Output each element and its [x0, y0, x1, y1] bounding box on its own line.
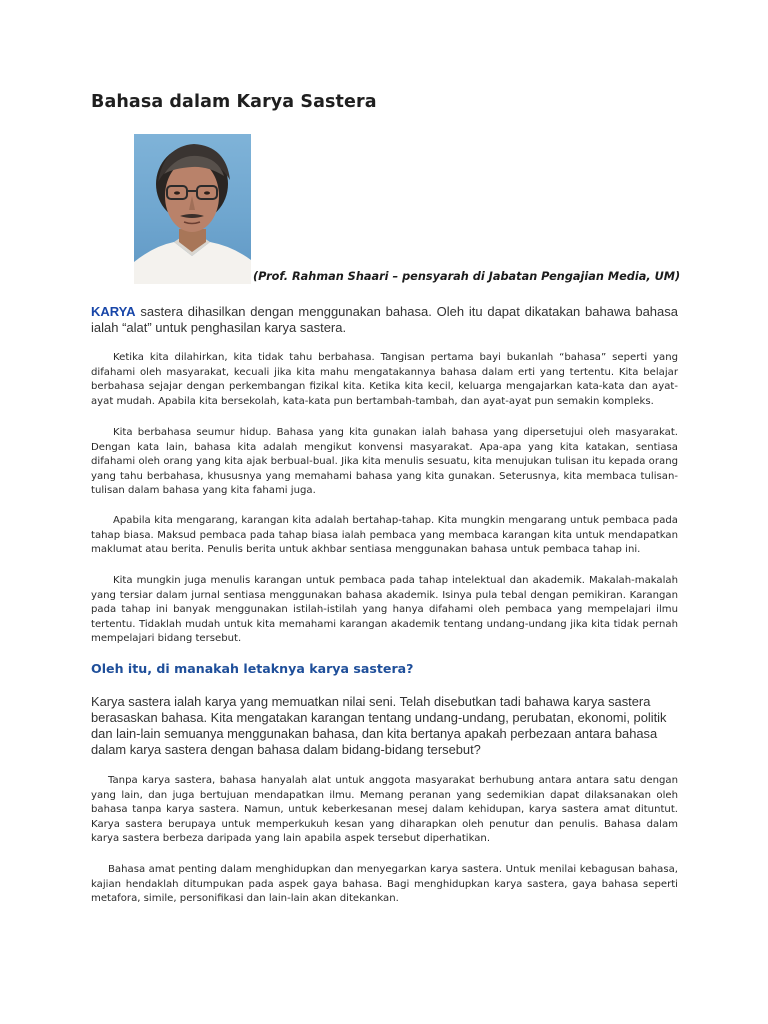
lead-text: sastera dihasilkan dengan menggunakan bahasa. Oleh itu dapat dikatakan bahawa bahasa ialah “alat” untuk penghasilan karya sastera. [91, 304, 678, 335]
article-title: Bahasa dalam Karya Sastera [91, 92, 377, 112]
lead-paragraph [91, 304, 678, 336]
paragraph-6: Bahasa amat penting dalam menghidupkan dan menyegarkan karya sastera. Untuk menilai kebagusan bahasa, kajian hendaklah ditumpukan pada aspek gaya bahasa. Bagi menghidupkan karya sastera, gaya bahasa seperti metafora, simile, personifikasi dan lain-lain akan ditekankan. [91, 864, 678, 904]
paragraph-1: Ketika kita dilahirkan, kita tidak tahu berbahasa. Tangisan pertama bayi bukanlah “bahasa” seperti yang difahami oleh masyarakat, kecuali jika kita mahu mengatakannya bahasa dalam erti yang tertentu. Kita belajar berbahasa sejajar dengan perkembangan fizikal kita. Ketika kita kecil, keluarga mengajarkan kata-kata dan ayat-ayat mudah. Apabila kita bersekolah, kata-kata pun bertambah-tambah, dan ayat-ayat pun semakin kompleks. [91, 352, 678, 407]
section-subheading: Oleh itu, di manakah letaknya karya sastera? [91, 661, 414, 676]
lead-keyword: KARYA [91, 304, 136, 319]
photo-caption: (Prof. Rahman Shaari – pensyarah di Jabatan Pengajian Media, UM) [253, 270, 681, 283]
paragraph-2: Kita berbahasa seumur hidup. Bahasa yang kita gunakan ialah bahasa yang dipersetujui oleh masyarakat. Dengan kata lain, bahasa kita adalah mengikut konvensi masyarakat. Apa-apa yang kita katakan, sentiasa difahami oleh orang yang kita ajak berbual-bual. Jika kita menulis sesuatu, kita menujukan tulisan itu kepada orang yang tahu berbahasa, khususnya yang memahami bahasa yang kita gunakan. Seterusnya, kita membaca tulisan-tulisan dalam bahasa yang kita fahami juga. [91, 427, 678, 496]
paragraph-4: Kita mungkin juga menulis karangan untuk pembaca pada tahap intelektual dan akademik. Makalah-makalah yang tersiar dalam jurnal sentiasa menggunakan bahasa akademik. Isinya pula tebal dengan pemikiran. Karangan pada tahap ini banyak menggunakan istilah-istilah yang hanya difahami oleh pembaca yang mempelajari ilmu tertentu. Tidaklah mudah untuk kita memahami karangan akademik tentang undang-undang jika kita tidak pernah mempelajari bidang tersebut. [91, 575, 678, 644]
section-lead-paragraph: Karya sastera ialah karya yang memuatkan nilai seni. Telah disebutkan tadi bahawa karya sastera berasaskan bahasa. Kita mengatakan karangan tentang undang-undang, perubatan, ekonomi, politik dan lain-lain semuanya menggunakan bahasa, dan kita bertanya apakah perbezaan antara bahasa dalam karya sastera dengan bahasa dalam bidang-bidang tersebut? [91, 694, 667, 757]
author-photo [134, 134, 251, 284]
paragraph-5: Tanpa karya sastera, bahasa hanyalah alat untuk anggota masyarakat berhubung antara antara satu dengan yang lain, dan juga bertujuan mendapatkan ilmu. Memang peranan yang sedemikian dapat dilaksanakan oleh bahasa tanpa karya sastera. Namun, untuk keberkesanan mesej dalam kehidupan, karya sastera amat dituntut. Karya sastera berupaya untuk memperkukuh kesan yang diharapkan oleh penutur dan penulis. Bahasa dalam karya sastera berbeza daripada yang lain apabila aspek tersebut diperhatikan. [91, 775, 678, 844]
paragraph-3: Apabila kita mengarang, karangan kita adalah bertahap-tahap. Kita mungkin mengarang untuk pembaca pada tahap biasa. Maksud pembaca pada tahap biasa ialah pembaca yang membaca karangan kita untuk mendapatkan maklumat atau berita. Penulis berita untuk akhbar sentiasa menggunakan bahasa untuk pembaca tahap ini. [91, 515, 678, 555]
